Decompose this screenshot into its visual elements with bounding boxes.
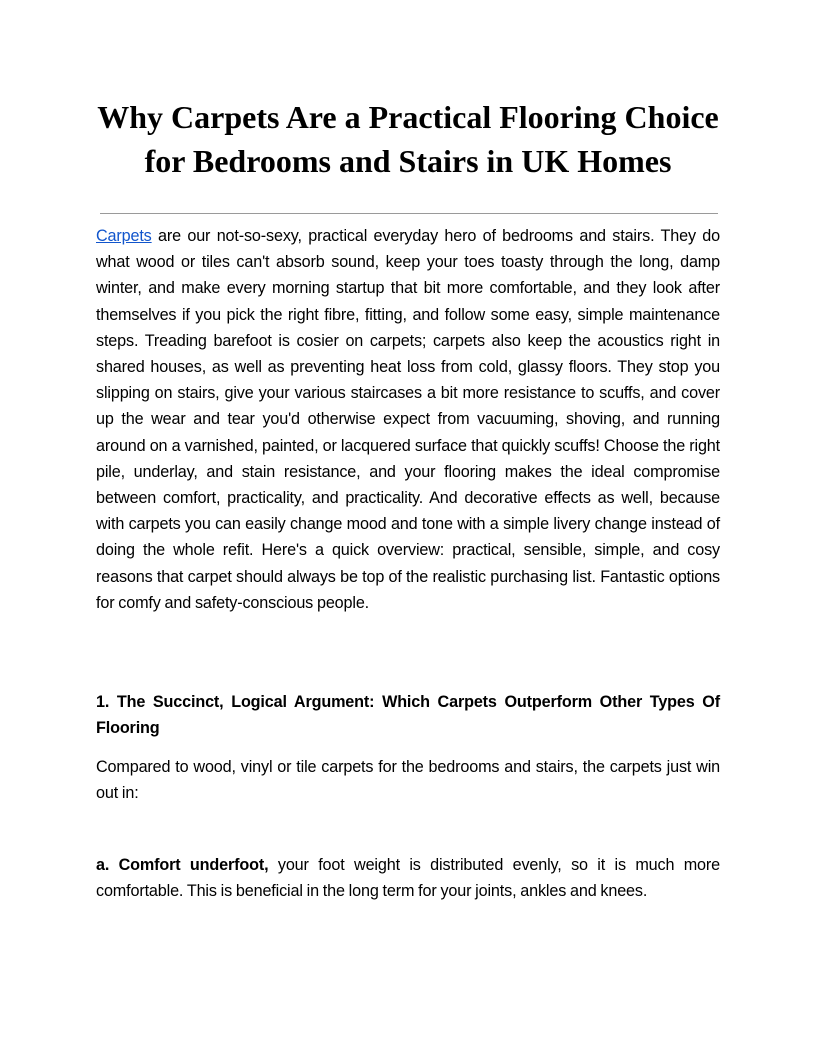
point-a-label: a. Comfort underfoot, — [96, 856, 269, 874]
section-1-paragraph: Compared to wood, vinyl or tile carpets for the bedrooms and stairs, the carpets just win out in: — [96, 758, 720, 803]
title-divider — [100, 213, 718, 214]
intro-paragraph — [96, 223, 720, 616]
point-a-text: your foot weight is distributed evenly, so it is much more comfortable. This is beneficial in the long term for your joints, ankles and knees. — [96, 856, 720, 901]
document-title: Why Carpets Are a Practical Flooring Choice for Bedrooms and Stairs in UK Homes — [97, 99, 719, 179]
carpets-link[interactable]: Carpets — [96, 227, 152, 245]
point-a-paragraph — [96, 852, 720, 904]
section-1-heading: 1. The Succinct, Logical Argument: Which Carpets Outperform Other Types Of Flooring — [96, 693, 720, 738]
intro-text: are our not-so-sexy, practical everyday hero of bedrooms and stairs. They do what wood or tiles can't absorb sound, keep your toes toasty through the long, damp winter, and make every morning startup that bit more comfortable, and they look after themselves if you pick the right fibre, fitting, and follow some easy, simple maintenance steps. Treading barefoot is cosier on carpets; carpets also keep the acoustics right in shared houses, as well as preventing heat loss from cold, glassy floors. They stop you slipping on stairs, give your various staircases a bit more resistance to scuffs, and cover up the wear and tear you'd otherwise expect from vacuuming, shoving, and running around on a varnished, painted, or lacquered surface that quickly scuffs! Choose the right pile, underlay, and stain resistance, and your flooring makes the ideal compromise between comfort, practicality, and practicality. And decorative effects as well, because with carpets you can easily change mood and tone with a simple livery change instead of doing the whole refit. Here's a quick overview: practical, sensible, simple, and cosy reasons that carpet should always be top of the realistic purchasing list. Fantastic options for comfy and safety-conscious people. — [96, 227, 720, 612]
